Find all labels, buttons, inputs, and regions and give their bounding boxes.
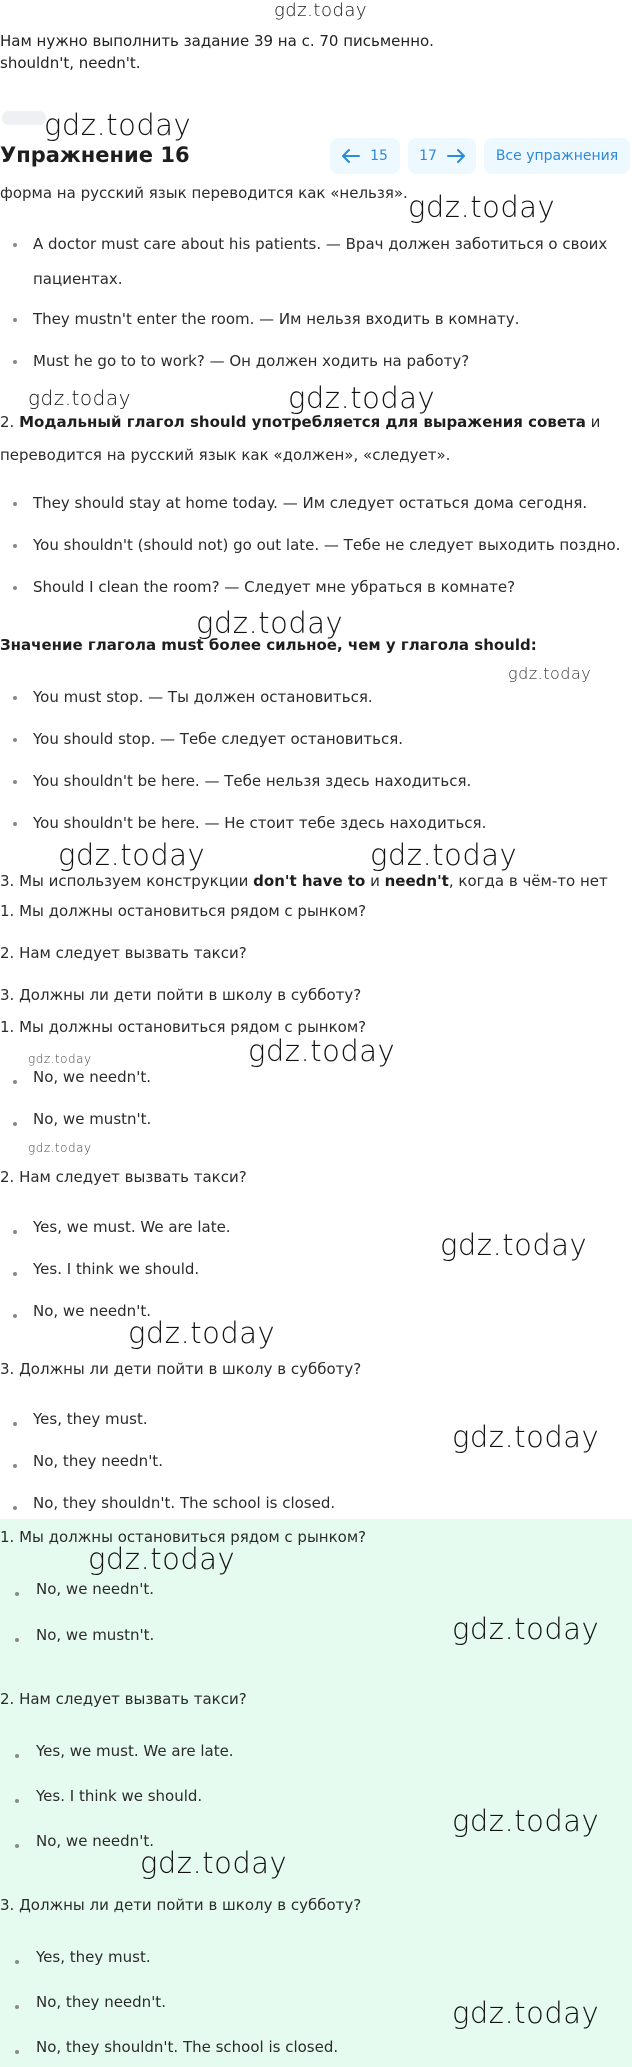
list-item: They should stay at home today. — Им следует остаться дома сегодня. [33, 494, 588, 512]
answer-option: Yes. I think we should. [33, 1260, 200, 1278]
task-text [0, 30, 434, 74]
question: 1. Мы должны остановиться рядом с рынком? [0, 902, 367, 920]
answer-option: Yes, we must. We are late. [36, 1742, 234, 1760]
task-line-2: shouldn't, needn't. [0, 54, 141, 72]
bullet [13, 822, 17, 826]
watermark: gdz.today [128, 1316, 276, 1350]
answer-option: Yes. I think we should. [36, 1787, 203, 1805]
answer-option: No, we needn't. [36, 1832, 154, 1850]
bullet [13, 544, 17, 548]
bullet [13, 502, 17, 506]
watermark: gdz.today [288, 381, 436, 415]
answer-question: 3. Должны ли дети пойти в школу в субботу? [0, 1360, 362, 1378]
list-item: You shouldn't be here. — Не стоит тебе здесь находиться. [33, 814, 487, 832]
bullet [13, 1464, 17, 1468]
answer-question: 1. Мы должны остановиться рядом с рынком? [0, 1528, 367, 1546]
section3-mid: и [365, 872, 385, 890]
next-exercise-button[interactable] [408, 138, 476, 174]
next-exercise-label: 17 [419, 148, 437, 164]
answer-option: No, we needn't. [33, 1068, 151, 1086]
all-exercises-label: Все упражнения [495, 148, 619, 164]
watermark: gdz.today [508, 664, 592, 683]
bullet [13, 243, 17, 247]
bullet [15, 1638, 19, 1642]
section3-prefix: 3. Мы используем конструкции [0, 872, 254, 890]
section3-bold-1: don't have to [253, 872, 366, 890]
answer-question: 3. Должны ли дети пойти в школу в субботу? [0, 1896, 362, 1914]
answer-option: No, they needn't. [36, 1993, 166, 2011]
watermark: gdz.today [28, 386, 131, 410]
answer-option: Yes, they must. [33, 1410, 148, 1428]
bullet [15, 1754, 19, 1758]
answer-option: No, we needn't. [36, 1580, 154, 1598]
all-exercises-button[interactable] [484, 138, 630, 174]
list-item: A doctor must care about his patients. — Врач должен заботиться о своих пациентах. [33, 235, 608, 288]
watermark: gdz.today [44, 108, 192, 142]
list-item: You should stop. — Тебе следует остановиться. [33, 730, 404, 748]
watermark-top: gdz.today [274, 0, 368, 21]
section1-intro: форма на русский язык переводится как «нельзя». [0, 184, 408, 202]
arrow-right-icon [447, 149, 465, 163]
arrow-left-icon [342, 149, 360, 163]
answer-option: No, they needn't. [33, 1452, 163, 1470]
bullet [15, 2005, 19, 2009]
bullet [13, 586, 17, 590]
bullet [13, 1272, 17, 1276]
bullet [15, 2050, 19, 2054]
watermark: gdz.today [452, 1804, 600, 1838]
list-item: You shouldn't (should not) go out late. — Тебе не следует выходить поздно. [33, 536, 621, 554]
watermark: gdz.today [408, 190, 556, 224]
section3-bold-2: needn't [384, 872, 449, 890]
list-item: Must he go to to work? — Он должен ходить на работу? [33, 352, 470, 370]
answer-option: No, they shouldn't. The school is closed. [36, 2038, 339, 2056]
section3-suffix: , когда в чём-то нет [448, 872, 608, 890]
list-item: You must stop. — Ты должен остановиться. [33, 688, 373, 706]
answer-question: 1. Мы должны остановиться рядом с рынком? [0, 1018, 367, 1036]
section2-rest: и переводится на русский язык как «должен», «следует». [0, 413, 601, 464]
bullet [13, 1122, 17, 1126]
list-item: Should I clean the room? — Следует мне убраться в комнате? [33, 578, 516, 596]
bullet [15, 1799, 19, 1803]
watermark: gdz.today [452, 1612, 600, 1646]
page-title: Упражнение 16 [0, 143, 190, 167]
answer-option: No, they shouldn't. The school is closed. [33, 1494, 336, 1512]
watermark: gdz.today [370, 838, 518, 872]
answer-question: 2. Нам следует вызвать такси? [0, 1168, 247, 1186]
watermark: gdz.today [140, 1846, 288, 1880]
bullet [13, 780, 17, 784]
avatar [2, 111, 46, 125]
bullet [13, 1314, 17, 1318]
list-item: They mustn't enter the room. — Им нельзя входить в комнату. [33, 310, 520, 328]
bullet [13, 1422, 17, 1426]
prev-exercise-label: 15 [370, 148, 388, 164]
answer-option: Yes, they must. [36, 1948, 151, 1966]
bullet [13, 696, 17, 700]
watermark: gdz.today [58, 838, 206, 872]
section2-paragraph [0, 406, 620, 472]
answer-option: No, we needn't. [33, 1302, 151, 1320]
bullet [13, 738, 17, 742]
bullet [15, 1844, 19, 1848]
bullet [15, 1592, 19, 1596]
watermark: gdz.today [28, 1141, 92, 1155]
watermark: gdz.today [88, 1542, 236, 1576]
answer-option: No, we mustn't. [36, 1626, 155, 1644]
watermark: gdz.today [452, 1996, 600, 2030]
watermark: gdz.today [440, 1228, 588, 1262]
bullet [13, 1230, 17, 1234]
question: 2. Нам следует вызвать такси? [0, 944, 247, 962]
section2-bold: Модальный глагол should употребляется для выражения совета [19, 413, 586, 431]
bullet [13, 1080, 17, 1084]
bullet [15, 1960, 19, 1964]
task-line-1: Нам нужно выполнить задание 39 на с. 70 письменно. [0, 32, 434, 50]
compare-heading: Значение глагола must более сильное, чем у глагола should: [0, 636, 537, 654]
bullet [13, 360, 17, 364]
section3-text [0, 872, 608, 890]
watermark: gdz.today [196, 606, 344, 640]
prev-exercise-button[interactable] [330, 138, 400, 174]
watermark: gdz.today [28, 1052, 92, 1066]
list-item: You shouldn't be here. — Тебе нельзя здесь находиться. [33, 772, 472, 790]
bullet [13, 1506, 17, 1510]
section2-num: 2. [0, 413, 15, 431]
question: 3. Должны ли дети пойти в школу в субботу? [0, 986, 362, 1004]
watermark: gdz.today [248, 1034, 396, 1068]
watermark: gdz.today [452, 1420, 600, 1454]
answer-question: 2. Нам следует вызвать такси? [0, 1690, 247, 1708]
answer-option: Yes, we must. We are late. [33, 1218, 231, 1236]
bullet [13, 318, 17, 322]
answer-option: No, we mustn't. [33, 1110, 152, 1128]
